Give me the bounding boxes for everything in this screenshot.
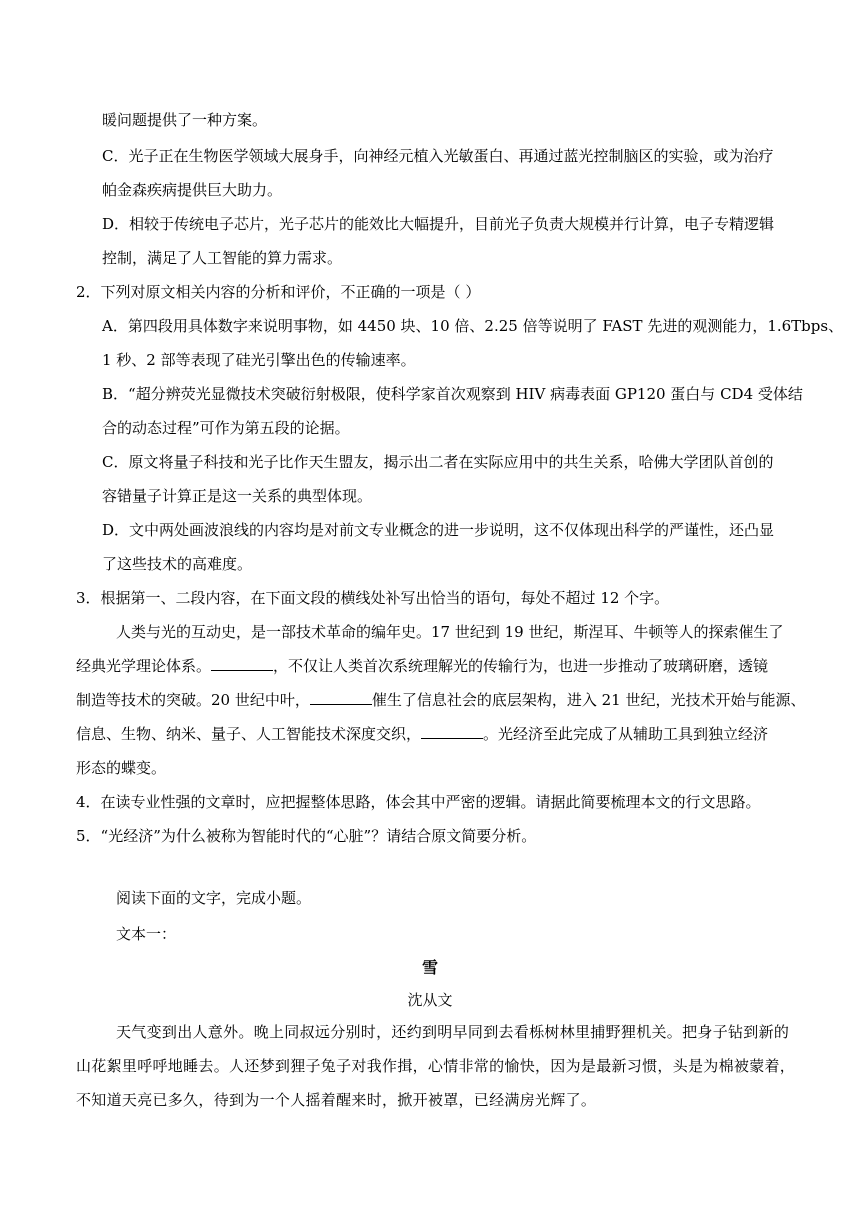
article-author: 沈从文 <box>407 991 453 1009</box>
q2-option-d-line2: 了这些技术的高难度。 <box>102 555 253 573</box>
q3-passage-line1: 人类与光的互动史，是一部技术革命的编年史。17 世纪到 19 世纪，斯涅耳、牛顿等人的探索催生了 <box>116 623 784 641</box>
q1-option-b-tail: 暖问题提供了一种方案。 <box>102 111 268 129</box>
q3-passage-text: 制造等技术的突破。20 世纪中叶， <box>76 691 310 709</box>
q2-option-b-line2: 合的动态过程”可作为第五段的论据。 <box>102 419 350 437</box>
answer-blank-1[interactable] <box>211 656 273 671</box>
text-one-label: 文本一： <box>116 925 177 943</box>
q3-stem: 3．根据第一、二段内容，在下面文段的横线处补写出恰当的语句，每处不超过 12 个字。 <box>76 589 670 607</box>
q1-option-d-line2: 控制，满足了人工智能的算力需求。 <box>102 249 343 267</box>
article-paragraph-line3: 不知道天亮已多久，待到为一个人摇着醒来时，掀开被罩，已经满房光辉了。 <box>76 1091 597 1109</box>
q2-option-b-line1: B．“超分辨荧光显微技术突破衍射极限，使科学家首次观察到 HIV 病毒表面 GP120 蛋白与 CD4 受体结 <box>102 385 803 403</box>
q2-option-c-line2: 容错量子计算正是这一关系的典型体现。 <box>102 487 373 505</box>
q4-stem: 4．在读专业性强的文章时，应把握整体思路，体会其中严密的逻辑。请据此简要梳理本文的行文思路。 <box>76 793 761 811</box>
article-paragraph-line2: 山花絮里呼呼地睡去。人还梦到狸子兔子对我作揖，心情非常的愉快，因为是最新习惯，头是为棉被蒙着， <box>76 1057 796 1075</box>
q1-option-c-line1: C．光子正在生物医学领域大展身手，向神经元植入光敏蛋白、再通过蓝光控制脑区的实验，或为治疗 <box>102 147 774 165</box>
reading-intro: 阅读下面的文字，完成小题。 <box>116 889 312 907</box>
q2-option-d-line1: D．文中两处画波浪线的内容均是对前文专业概念的进一步说明，这不仅体现出科学的严谨性，还凸显 <box>102 521 775 539</box>
article-title: 雪 <box>421 958 438 977</box>
q5-stem: 5．“光经济”为什么被称为智能时代的“心脏”？请结合原文简要分析。 <box>76 827 537 845</box>
article-paragraph-line1: 天气变到出人意外。晚上同叔远分别时，还约到明早同到去看栎树林里捕野狸机关。把身子钻到新的 <box>116 1023 790 1041</box>
q3-passage-text: ，不仅让人类首次系统理解光的传输行为，也进一步推动了玻璃研磨，透镜 <box>273 657 769 675</box>
q3-passage-text: 。光经济至此完成了从辅助工具到独立经济 <box>483 725 769 743</box>
q2-option-c-line1: C．原文将量子科技和光子比作天生盟友，揭示出二者在实际应用中的共生关系，哈佛大学团队首创的 <box>102 453 774 471</box>
q3-passage-line4 <box>76 724 768 744</box>
q3-passage-line5: 形态的蝶变。 <box>76 759 167 777</box>
q2-stem: 2．下列对原文相关内容的分析和评价，不正确的一项是（ ） <box>76 283 481 301</box>
q3-passage-line3 <box>76 690 806 710</box>
answer-blank-3[interactable] <box>421 724 483 739</box>
q3-passage-text: 催生了信息社会的底层架构，进入 21 世纪，光技术开始与能源、 <box>371 691 806 709</box>
q3-passage-text: 信息、生物、纳米、量子、人工智能技术深度交织， <box>76 725 422 743</box>
q3-passage-line2 <box>76 656 768 676</box>
q3-passage-text: 经典光学理论体系。 <box>76 657 212 675</box>
answer-blank-2[interactable] <box>310 690 372 705</box>
q1-option-d-line1: D．相较于传统电子芯片，光子芯片的能效比大幅提升，目前光子负责大规模并行计算，电子专精逻辑 <box>102 215 775 233</box>
q2-option-a-line2: 1 秒、2 部等表现了硅光引擎出色的传输速率。 <box>102 351 416 369</box>
q1-option-c-line2: 帕金森疾病提供巨大助力。 <box>102 181 283 199</box>
q2-option-a-line1: A．第四段用具体数字来说明事物，如 4450 块、10 倍、2.25 倍等说明了 FAST 先进的观测能力，1.6Tbps、 <box>102 317 844 335</box>
